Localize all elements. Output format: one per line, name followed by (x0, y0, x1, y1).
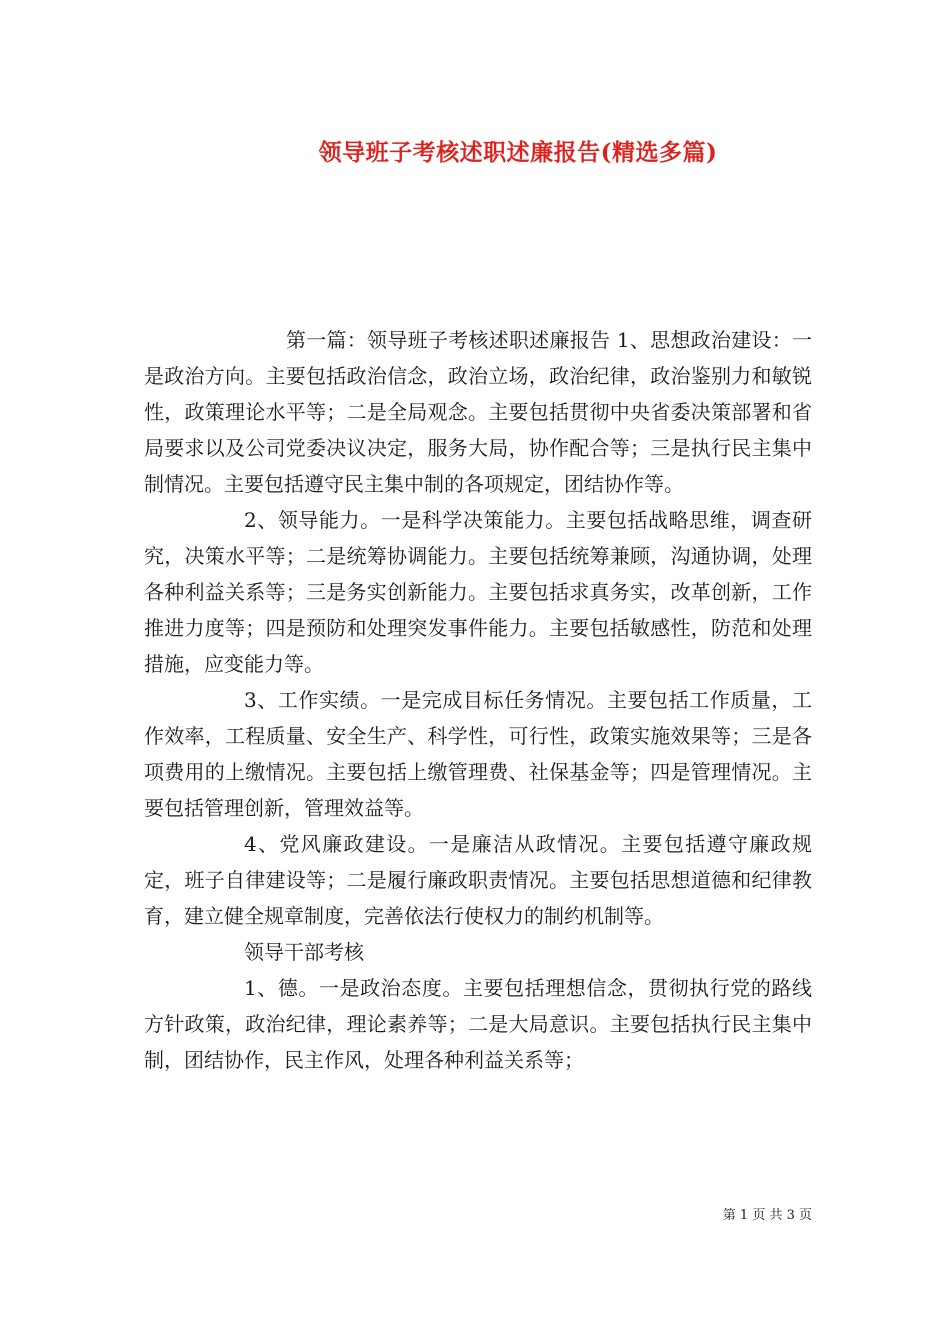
paragraph-2: 2、领导能力。一是科学决策能力。主要包括战略思维，调查研究，决策水平等；二是统筹协调能力。主要包括统筹兼顾，沟通协调，处理各种利益关系等；三是务实创新能力。主要包括求真务实，改革创新，工作推进力度等；四是预防和处理突发事件能力。主要包括敏感性，防范和处理措施，应变能力等。 (144, 508, 812, 676)
page-footer: 第 1 页 共 3 页 (722, 1208, 812, 1223)
paragraph-4: 4、党风廉政建设。一是廉洁从政情况。主要包括遵守廉政规定，班子自律建设等；二是履行廉政职责情况。主要包括思想道德和纪律教育，建立健全规章制度，完善依法行使权力的制约机制等。 (144, 832, 812, 928)
section-heading: 领导干部考核 (244, 940, 364, 964)
paragraph-3: 3、工作实绩。一是完成目标任务情况。主要包括工作质量，工作效率，工程质量、安全生产、科学性，可行性，政策实施效果等；三是各项费用的上缴情况。主要包括上缴管理费、社保基金等；四是管理情况。主要包括管理创新，管理效益等。 (144, 688, 812, 820)
paragraph-1: 第一篇：领导班子考核述职述廉报告 1、思想政治建设：一是政治方向。主要包括政治信念，政治立场，政治纪律，政治鉴别力和敏锐性，政策理论水平等；二是全局观念。主要包括贯彻中央省委决策部署和省局要求以及公司党委决议决定，服务大局，协作配合等；三是执行民主集中制情况。主要包括遵守民主集中制的各项规定，团结协作等。 (144, 328, 812, 496)
document-body (144, 322, 812, 1078)
paragraph-5: 1、德。一是政治态度。主要包括理想信念，贯彻执行党的路线方针政策，政治纪律，理论素养等；二是大局意识。主要包括执行民主集中制，团结协作，民主作风，处理各种利益关系等； (144, 976, 812, 1072)
document-title: 领导班子考核述职述廉报告(精选多篇) (318, 139, 718, 166)
